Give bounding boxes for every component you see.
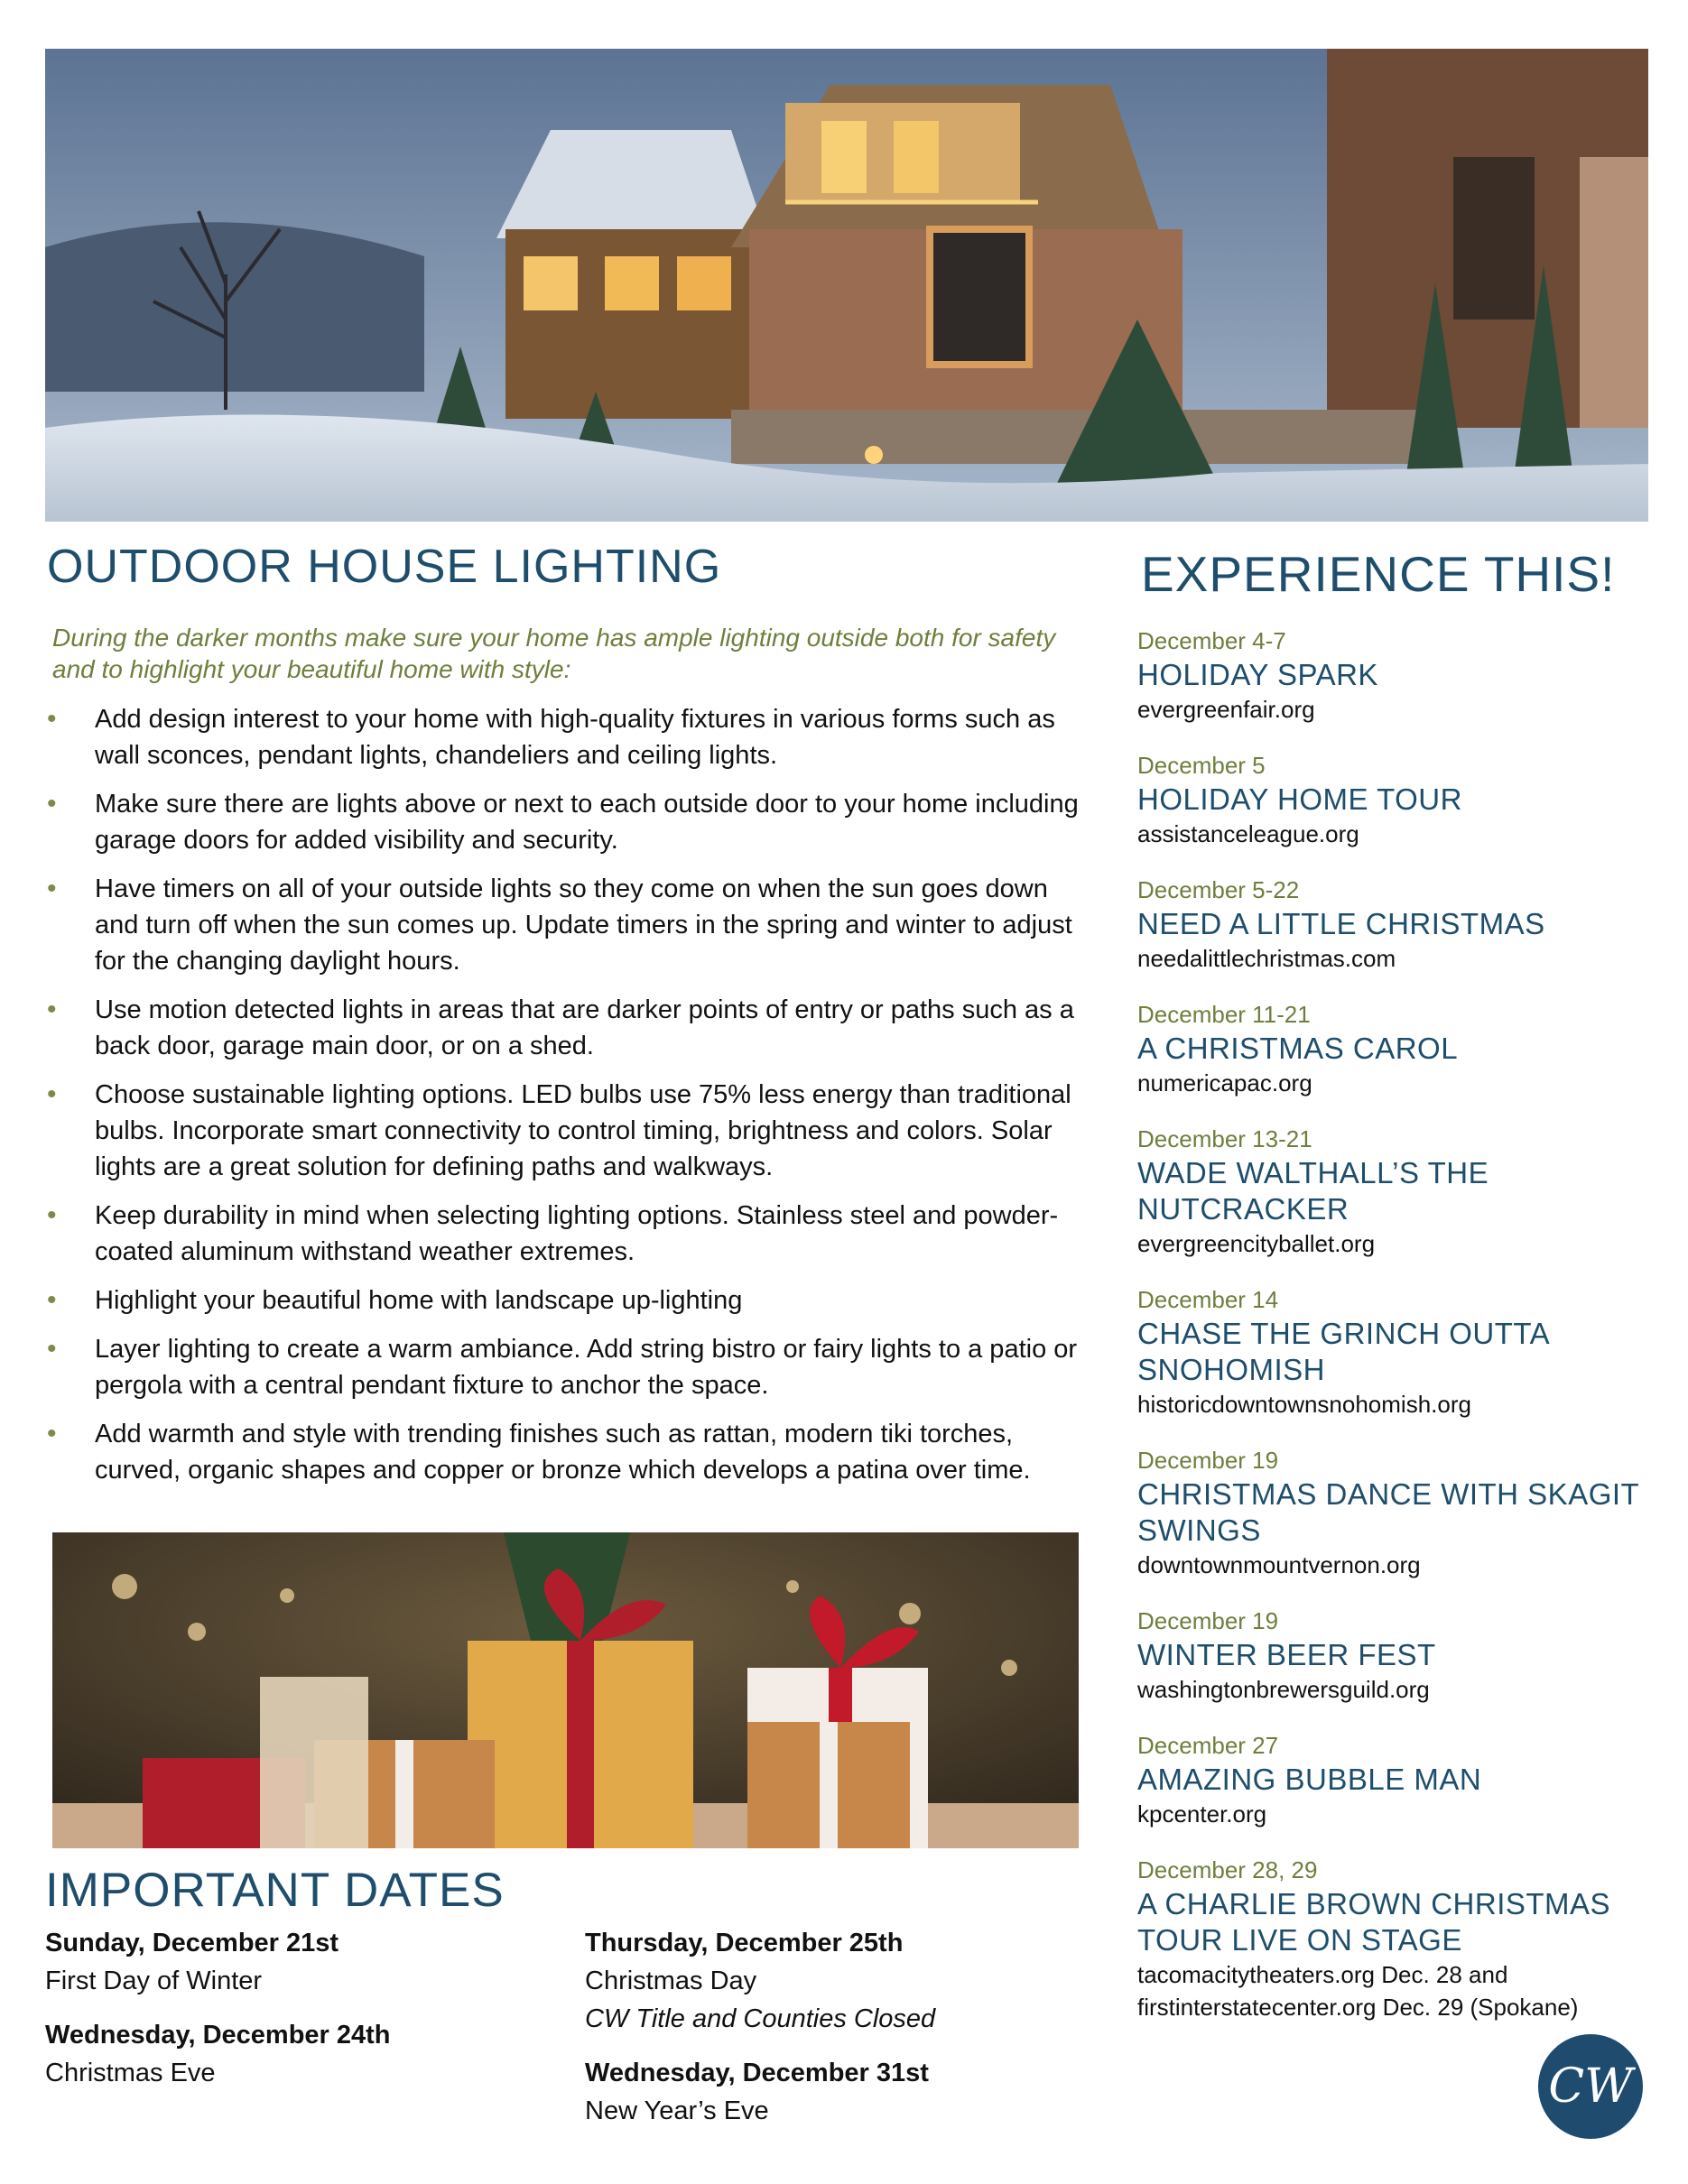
date-desc: First Day of Winter xyxy=(45,1967,263,1995)
event-url[interactable]: evergreenfair.org xyxy=(1137,696,1315,723)
date-day: Sunday, December 21st xyxy=(45,1929,339,1957)
event-url[interactable]: historicdowntownsnohomish.org xyxy=(1137,1391,1471,1418)
event-date: December 5-22 xyxy=(1137,876,1300,903)
event-name: A CHARLIE BROWN CHRISTMAS TOUR LIVE ON STAGE xyxy=(1137,1887,1611,1957)
event-name: WADE WALTHALL’S THE NUTCRACKER xyxy=(1137,1156,1489,1226)
list-item: • Make sure there are lights above or next to each outside door to your home including garage doors for added visibility and security. xyxy=(47,786,1094,858)
event-name: NEED A LITTLE CHRISTMAS xyxy=(1137,907,1545,940)
date-day: Wednesday, December 31st xyxy=(585,2059,929,2087)
bullet-icon: • xyxy=(47,874,57,904)
event-name: CHRISTMAS DANCE WITH SKAGIT SWINGS xyxy=(1137,1477,1639,1547)
date-desc: Christmas Eve xyxy=(45,2059,216,2087)
bullet-icon: • xyxy=(47,789,57,819)
event-item xyxy=(1137,625,1661,726)
event-url[interactable]: tacomacitytheaters.org Dec. 28 and firstinterstatecenter.org Dec. 29 (Spokane) xyxy=(1137,1961,1579,2021)
date-item xyxy=(585,2054,1090,2130)
date-note: CW Title and Counties Closed xyxy=(585,2004,936,2033)
event-name: WINTER BEER FEST xyxy=(1137,1638,1436,1671)
event-date: December 11-21 xyxy=(1137,1001,1311,1028)
outdoor-lighting-section xyxy=(47,541,1094,1501)
event-date: December 19 xyxy=(1137,1607,1279,1634)
date-item xyxy=(45,2016,551,2092)
dates-column-2 xyxy=(585,1924,1090,2146)
event-name: HOLIDAY HOME TOUR xyxy=(1137,782,1462,816)
event-name: CHASE THE GRINCH OUTTA SNOHOMISH xyxy=(1137,1317,1549,1386)
list-item: • Highlight your beautiful home with landscape up-lighting xyxy=(47,1282,1094,1319)
event-url[interactable]: needalittlechristmas.com xyxy=(1137,945,1396,972)
event-item xyxy=(1137,1123,1661,1260)
event-name: HOLIDAY SPARK xyxy=(1137,658,1378,691)
outdoor-lighting-intro: During the darker months make sure your home has ample lighting outside both for safety and to highlight your beautiful home with style: xyxy=(52,624,1056,684)
date-day: Thursday, December 25th xyxy=(585,1929,904,1957)
experience-title: EXPERIENCE THIS! xyxy=(1141,546,1616,602)
event-name: A CHRISTMAS CAROL xyxy=(1137,1032,1459,1065)
event-date: December 13-21 xyxy=(1137,1125,1312,1152)
list-item: • Layer lighting to create a warm ambiance. Add string bistro or fairy lights to a patio or pergola with a central pendant fixture to anchor the space. xyxy=(47,1331,1094,1403)
important-dates-title: IMPORTANT DATES xyxy=(45,1864,505,1917)
list-item: • Keep durability in mind when selecting lighting options. Stainless steel and powder-coated aluminum withstand weather extremes. xyxy=(47,1198,1094,1270)
date-item xyxy=(585,1924,1090,2038)
event-url[interactable]: downtownmountvernon.org xyxy=(1137,1551,1421,1578)
event-item xyxy=(1137,874,1661,975)
event-url[interactable]: evergreencityballet.org xyxy=(1137,1230,1376,1257)
cw-logo xyxy=(1538,2034,1643,2139)
event-date: December 4-7 xyxy=(1137,627,1286,654)
date-desc: Christmas Day xyxy=(585,1967,757,1995)
snowy-houses-icon xyxy=(45,49,1648,522)
hero-photo xyxy=(45,49,1648,522)
list-item: • Choose sustainable lighting options. LED bulbs use 75% less energy than traditional bulbs. Incorporate smart connectivity to control timing, brightness and colors. Solar lights are a great solution for defining paths and walkways. xyxy=(47,1077,1094,1185)
event-item xyxy=(1137,998,1661,1099)
event-item xyxy=(1137,1444,1661,1581)
cw-logo-text: CW xyxy=(1548,2059,1633,2114)
bullet-icon: • xyxy=(47,995,57,1025)
dates-column-1 xyxy=(45,1924,551,2108)
event-date: December 5 xyxy=(1137,752,1266,779)
event-date: December 14 xyxy=(1137,1286,1279,1313)
event-item xyxy=(1137,1729,1661,1830)
bullet-icon: • xyxy=(47,704,57,735)
event-url[interactable]: assistanceleague.org xyxy=(1137,820,1359,847)
event-url[interactable]: kpcenter.org xyxy=(1137,1800,1267,1828)
date-item xyxy=(45,1924,551,2000)
event-item xyxy=(1137,749,1661,850)
bullet-icon: • xyxy=(47,1200,57,1231)
date-desc: New Year’s Eve xyxy=(585,2096,769,2125)
bullet-icon: • xyxy=(47,1419,57,1449)
date-day: Wednesday, December 24th xyxy=(45,2021,391,2050)
list-item: • Add design interest to your home with high-quality fixtures in various forms such as wall sconces, pendant lights, chandeliers and ceiling lights. xyxy=(47,701,1094,773)
bullet-icon: • xyxy=(47,1079,57,1110)
experience-section xyxy=(1137,545,1661,2047)
gifts-photo xyxy=(52,1532,1079,1848)
event-item xyxy=(1137,1605,1661,1706)
event-item xyxy=(1137,1283,1661,1421)
gift-boxes-icon xyxy=(52,1532,1079,1848)
event-name: AMAZING BUBBLE MAN xyxy=(1137,1763,1482,1796)
event-date: December 19 xyxy=(1137,1447,1279,1474)
list-item: • Use motion detected lights in areas that are darker points of entry or paths such as a back door, garage main door, or on a shed. xyxy=(47,992,1094,1064)
event-item xyxy=(1137,1854,1661,2023)
outdoor-lighting-title: OUTDOOR HOUSE LIGHTING xyxy=(47,541,722,593)
list-item: • Have timers on all of your outside lights so they come on when the sun goes down and turn off when the sun comes up. Update timers in the spring and winter to adjust for the changing daylight hours. xyxy=(47,871,1094,979)
bullet-icon: • xyxy=(47,1334,57,1365)
event-date: December 28, 29 xyxy=(1137,1856,1318,1883)
bullet-icon: • xyxy=(47,1285,57,1316)
event-date: December 27 xyxy=(1137,1732,1279,1759)
event-url[interactable]: washingtonbrewersguild.org xyxy=(1137,1676,1430,1703)
event-url[interactable]: numericapac.org xyxy=(1137,1069,1312,1097)
list-item: • Add warmth and style with trending finishes such as rattan, modern tiki torches, curved, organic shapes and copper or bronze which develops a patina over time. xyxy=(47,1416,1094,1488)
lighting-tips-list xyxy=(47,701,1094,1488)
